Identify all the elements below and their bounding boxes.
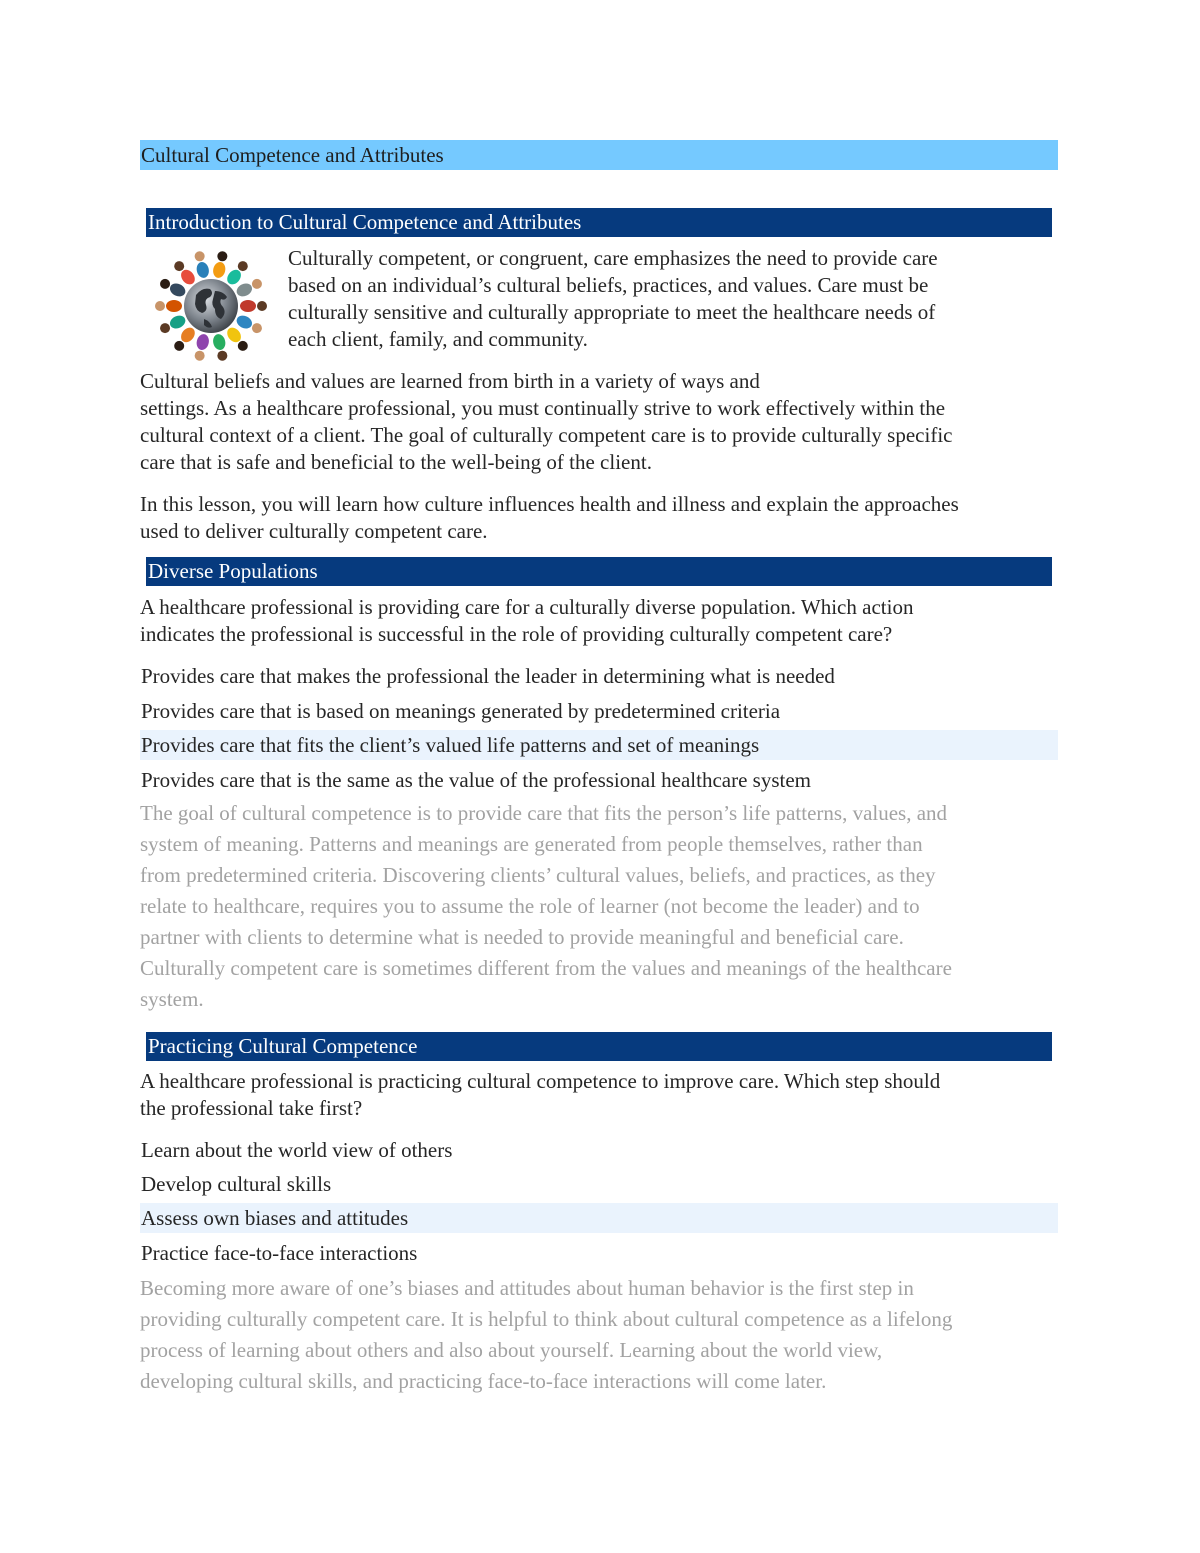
rationale-line: partner with clients to determine what is needed to provide meaningful and beneficial care.: [140, 925, 904, 949]
rationale-line: developing cultural skills, and practicing face-to-face interactions will come later.: [140, 1369, 827, 1393]
intro-paragraph-3: [140, 491, 1058, 545]
answer-option[interactable]: Develop cultural skills: [141, 1172, 332, 1196]
paragraph-line: care that is safe and beneficial to the well-being of the client.: [140, 450, 652, 474]
person-body: [212, 333, 227, 351]
answer-option-correct[interactable]: Provides care that fits the client’s valued life patterns and set of meanings: [140, 730, 1058, 760]
page-title: Cultural Competence and Attributes: [140, 140, 1058, 170]
rationale-diverse-populations: [140, 798, 1058, 1015]
answer-option[interactable]: Learn about the world view of others: [141, 1138, 453, 1162]
person-head: [174, 341, 184, 351]
section-heading-introduction: Introduction to Cultural Competence and Attributes: [146, 208, 1052, 237]
section-heading-practicing-cultural-competence: Practicing Cultural Competence: [146, 1032, 1052, 1061]
question-line: A healthcare professional is practicing cultural competence to improve care. Which step should: [140, 1069, 941, 1093]
rationale-line: system.: [140, 987, 204, 1011]
person-head: [195, 351, 205, 361]
person-head: [160, 323, 170, 333]
question-practicing-cultural-competence: [140, 1068, 1058, 1122]
rationale-line: from predetermined criteria. Discovering clients’ cultural values, beliefs, and practices, as they: [140, 863, 936, 887]
paragraph-line: each client, family, and community.: [288, 327, 588, 351]
intro-paragraph-2: [140, 368, 1058, 476]
person-body: [168, 281, 188, 299]
person-head: [252, 323, 262, 333]
globe-people-icon: [152, 247, 270, 365]
section-heading-diverse-populations: Diverse Populations: [146, 557, 1052, 586]
paragraph-line: settings. As a healthcare professional, you must continually strive to work effectively within the: [140, 396, 946, 420]
person-head: [257, 301, 267, 311]
person-head: [174, 261, 184, 271]
person-head: [217, 351, 227, 361]
rationale-line: process of learning about others and also about yourself. Learning about the world view,: [140, 1338, 883, 1362]
rationale-line: Culturally competent care is sometimes different from the values and meanings of the healthcare: [140, 956, 952, 980]
person-body: [235, 313, 255, 331]
person-head: [195, 251, 205, 261]
question-diverse-populations: [140, 594, 1058, 648]
person-body: [235, 281, 255, 299]
person-head: [217, 251, 227, 261]
paragraph-line: based on an individual’s cultural beliefs, practices, and values. Care must be: [288, 273, 929, 297]
question-line: indicates the professional is successful in the role of providing culturally competent care?: [140, 622, 893, 646]
person-body: [212, 261, 227, 279]
person-head: [238, 341, 248, 351]
rationale-line: The goal of cultural competence is to provide care that fits the person’s life patterns, values, and: [140, 801, 948, 825]
answer-option[interactable]: Provides care that is based on meanings generated by predetermined criteria: [141, 699, 781, 723]
answer-option[interactable]: Provides care that makes the professional the leader in determining what is needed: [141, 664, 835, 688]
paragraph-line: Culturally competent, or congruent, care emphasizes the need to provide care: [288, 246, 938, 270]
rationale-line: system of meaning. Patterns and meanings are generated from people themselves, rather than: [140, 832, 923, 856]
answer-option[interactable]: Provides care that is the same as the value of the professional healthcare system: [141, 768, 812, 792]
person-head: [155, 301, 165, 311]
person-head: [252, 279, 262, 289]
person-head: [160, 279, 170, 289]
rationale-line: Becoming more aware of one’s biases and attitudes about human behavior is the first step in: [140, 1276, 914, 1300]
question-line: the professional take first?: [140, 1096, 363, 1120]
rationale-line: relate to healthcare, requires you to assume the role of learner (not become the leader) and to: [140, 894, 920, 918]
person-body: [168, 313, 188, 331]
paragraph-line: Cultural beliefs and values are learned from birth in a variety of ways and: [140, 369, 760, 393]
intro-paragraph-1: [288, 245, 1058, 353]
person-head: [238, 261, 248, 271]
paragraph-line: In this lesson, you will learn how culture influences health and illness and explain the approaches: [140, 492, 959, 516]
person-body: [195, 261, 210, 279]
answer-option[interactable]: Practice face-to-face interactions: [141, 1241, 418, 1265]
paragraph-line: cultural context of a client. The goal of culturally competent care is to provide culturally specific: [140, 423, 953, 447]
person-body: [166, 300, 182, 312]
paragraph-line: culturally sensitive and culturally appropriate to meet the healthcare needs of: [288, 300, 936, 324]
answer-option-correct[interactable]: Assess own biases and attitudes: [140, 1203, 1058, 1233]
person-body: [195, 333, 210, 351]
rationale-line: providing culturally competent care. It is helpful to think about cultural competence as a lifelong: [140, 1307, 953, 1331]
rationale-practicing-cultural-competence: [140, 1273, 1058, 1397]
question-line: A healthcare professional is providing care for a culturally diverse population. Which action: [140, 595, 914, 619]
person-body: [240, 300, 256, 312]
paragraph-line: used to deliver culturally competent care.: [140, 519, 488, 543]
